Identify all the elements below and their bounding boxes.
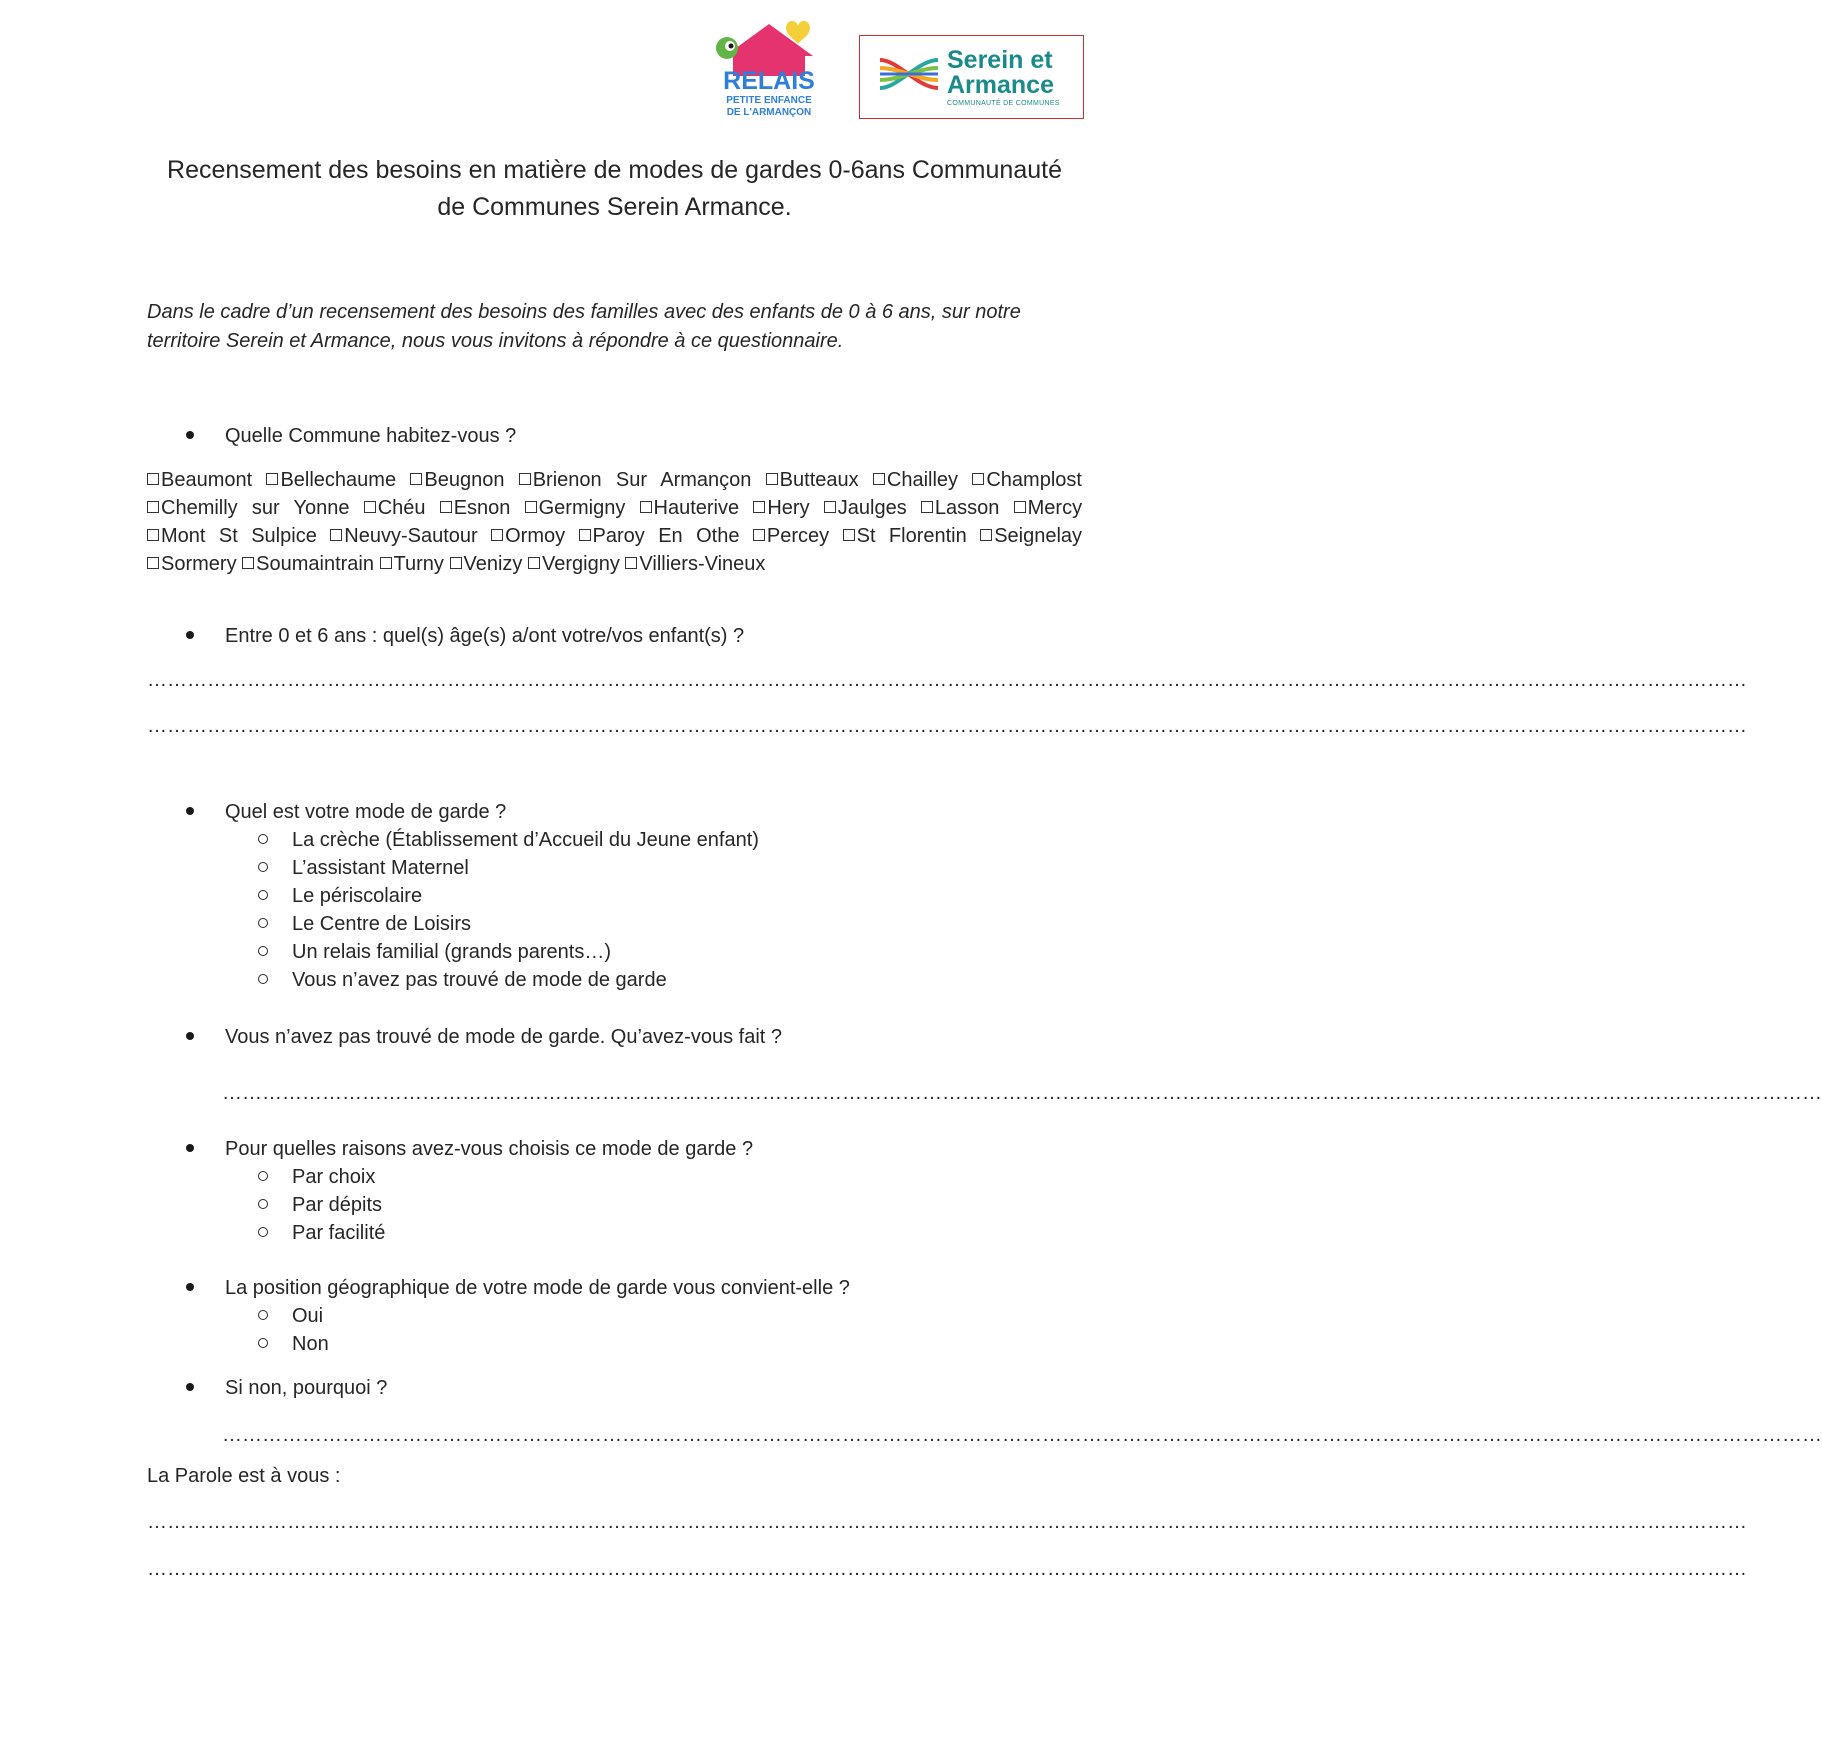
commune-option[interactable] — [147, 469, 252, 491]
checkbox-icon[interactable] — [528, 557, 540, 569]
option-assistant-maternel[interactable] — [258, 854, 759, 882]
question-raisons-label: Pour quelles raisons avez-vous choisis ce mode de garde ? — [225, 1138, 754, 1160]
option-pas-trouve[interactable] — [258, 966, 759, 994]
question-pas-trouve-label: Vous n’avez pas trouvé de mode de garde. Qu’avez-vous fait ? — [225, 1026, 783, 1048]
checkbox-icon[interactable] — [242, 557, 254, 569]
commune-option[interactable] — [972, 469, 1082, 491]
commune-option[interactable] — [873, 469, 958, 491]
commune-label: Mercy — [1027, 497, 1083, 519]
option-label: Le Centre de Loisirs — [292, 913, 471, 935]
radio-circle-icon — [258, 1199, 268, 1209]
checkbox-icon[interactable] — [519, 473, 531, 485]
option-par-depits[interactable] — [258, 1191, 385, 1219]
checkbox-icon[interactable] — [766, 473, 778, 485]
commune-label: Venizy — [463, 553, 523, 575]
option-label: Oui — [292, 1305, 324, 1327]
checkbox-icon[interactable] — [873, 473, 885, 485]
commune-option[interactable] — [843, 525, 967, 547]
option-label: Un relais familial (grands parents…) — [292, 941, 612, 963]
question-raisons — [186, 1135, 753, 1163]
checkbox-icon[interactable] — [980, 529, 992, 541]
checkbox-icon[interactable] — [525, 501, 537, 513]
option-label: Par facilité — [292, 1222, 386, 1244]
commune-option[interactable] — [519, 469, 752, 491]
commune-label: Vergigny — [542, 553, 620, 575]
commune-option[interactable] — [450, 553, 523, 575]
option-periscolaire[interactable] — [258, 882, 759, 910]
checkbox-icon[interactable] — [410, 473, 422, 485]
commune-option[interactable] — [380, 553, 444, 575]
commune-option[interactable] — [242, 553, 374, 575]
question-ages-label: Entre 0 et 6 ans : quel(s) âge(s) a/ont votre/vos enfant(s) ? — [225, 625, 745, 647]
checkbox-icon[interactable] — [843, 529, 855, 541]
checkbox-icon[interactable] — [972, 473, 984, 485]
serein-line2: Armance — [947, 71, 1054, 99]
checkbox-icon[interactable] — [921, 501, 933, 513]
commune-label: Paroy En Othe — [592, 525, 740, 547]
intro-line2: territoire Serein et Armance, nous vous invitons à répondre à ce questionnaire. — [147, 330, 844, 352]
question-mode-garde — [186, 798, 506, 826]
commune-label: Beaumont — [161, 469, 253, 491]
commune-option[interactable] — [147, 553, 237, 575]
option-par-choix[interactable] — [258, 1163, 385, 1191]
pas-trouve-answer-line[interactable]: …………………………………………………………………………………………………………………………………………………………………………………………………………………… — [222, 1082, 1822, 1104]
checkbox-icon[interactable] — [147, 473, 159, 485]
commune-option[interactable] — [980, 525, 1082, 547]
commune-option[interactable] — [824, 497, 907, 519]
commune-option[interactable] — [147, 525, 317, 547]
commune-option[interactable] — [330, 525, 477, 547]
option-label: Non — [292, 1333, 329, 1355]
question-ages — [186, 622, 744, 650]
question-commune-label: Quelle Commune habitez-vous ? — [225, 425, 517, 447]
commune-option[interactable] — [921, 497, 1000, 519]
bullet-icon — [186, 807, 194, 815]
question-position — [186, 1274, 850, 1302]
commune-label: Seignelay — [994, 525, 1083, 547]
checkbox-icon[interactable] — [753, 529, 765, 541]
bullet-icon — [186, 631, 194, 639]
bullet-icon — [186, 1383, 194, 1391]
commune-label: Turny — [393, 553, 444, 575]
commune-option[interactable] — [364, 497, 426, 519]
commune-label: Chailley — [886, 469, 959, 491]
commune-option[interactable] — [1014, 497, 1082, 519]
checkbox-icon[interactable] — [380, 557, 392, 569]
commune-label: Lasson — [934, 497, 1000, 519]
commune-label: Sormery — [161, 553, 237, 575]
question-mode-garde-label: Quel est votre mode de garde ? — [225, 801, 507, 823]
checkbox-icon[interactable] — [579, 529, 591, 541]
question-si-non — [186, 1374, 387, 1402]
commune-label: Chéu — [377, 497, 426, 519]
checkbox-icon[interactable] — [450, 557, 462, 569]
bullet-icon — [186, 1032, 194, 1040]
commune-label: Percey — [766, 525, 830, 547]
radio-circle-icon — [258, 834, 268, 844]
question-pas-trouve — [186, 1023, 782, 1051]
commune-label: Chemilly sur Yonne — [161, 497, 350, 519]
checkbox-icon[interactable] — [266, 473, 278, 485]
checkbox-icon[interactable] — [364, 501, 376, 513]
commune-label: Brienon Sur Armançon — [532, 469, 752, 491]
commune-option[interactable] — [640, 497, 740, 519]
option-label: L’assistant Maternel — [292, 857, 469, 879]
commune-label: Soumaintrain — [256, 553, 374, 575]
page-title — [147, 152, 1082, 226]
raisons-options — [258, 1163, 385, 1247]
relais-line2: PETITE ENFANCE — [726, 95, 812, 106]
option-label: Par dépits — [292, 1194, 383, 1216]
checkbox-icon[interactable] — [440, 501, 452, 513]
commune-label: Esnon — [453, 497, 511, 519]
position-options — [258, 1302, 329, 1358]
option-centre-loisirs[interactable] — [258, 910, 759, 938]
option-label: Vous n’avez pas trouvé de mode de garde — [292, 969, 667, 991]
commune-label: Bellechaume — [280, 469, 397, 491]
relais-line3: DE L'ARMANÇON — [726, 107, 812, 118]
mode-garde-options — [258, 826, 759, 994]
checkbox-icon[interactable] — [640, 501, 652, 513]
option-label: Par choix — [292, 1166, 376, 1188]
parole-answer-line-1[interactable]: …………………………………………………………………………………………………………………………………………………………………………………………………………………… — [147, 1511, 1747, 1533]
commune-label: St Florentin — [856, 525, 967, 547]
radio-circle-icon — [258, 1338, 268, 1348]
option-label: Le périscolaire — [292, 885, 423, 907]
option-creche[interactable] — [258, 826, 759, 854]
checkbox-icon[interactable] — [330, 529, 342, 541]
intro-paragraph — [147, 298, 1082, 356]
radio-circle-icon — [258, 1227, 268, 1237]
bullet-icon — [186, 1283, 194, 1291]
parole-label: La Parole est à vous : — [147, 1465, 341, 1487]
commune-option[interactable] — [491, 525, 565, 547]
question-si-non-label: Si non, pourquoi ? — [225, 1377, 388, 1399]
question-position-label: La position géographique de votre mode de garde vous convient-elle ? — [225, 1277, 850, 1299]
commune-option[interactable] — [753, 525, 829, 547]
serein-ribbons-icon — [878, 54, 940, 94]
radio-circle-icon — [258, 862, 268, 872]
commune-label: Villiers-Vineux — [639, 553, 766, 575]
serein-line1: Serein et — [947, 46, 1053, 74]
commune-option[interactable] — [410, 469, 504, 491]
radio-circle-icon — [258, 1171, 268, 1181]
radio-circle-icon — [258, 890, 268, 900]
checkbox-icon[interactable] — [753, 501, 765, 513]
title-line2: de Communes Serein Armance. — [437, 193, 792, 221]
checkbox-icon[interactable] — [147, 557, 159, 569]
bullet-icon — [186, 431, 194, 439]
commune-option[interactable] — [766, 469, 859, 491]
radio-circle-icon — [258, 974, 268, 984]
option-non[interactable] — [258, 1330, 329, 1358]
ages-answer-line-2[interactable]: …………………………………………………………………………………………………………………………………………………………………………………………………………………… — [147, 715, 1747, 737]
option-par-facilite[interactable] — [258, 1219, 385, 1247]
serein-armance-logo — [859, 35, 1084, 119]
relais-logo-text — [719, 69, 819, 118]
commune-option[interactable] — [440, 497, 511, 519]
option-oui[interactable] — [258, 1302, 329, 1330]
commune-label: Hery — [767, 497, 810, 519]
radio-circle-icon — [258, 918, 268, 928]
commune-checkbox-list — [147, 466, 1082, 578]
commune-option[interactable] — [579, 525, 740, 547]
title-line1: Recensement des besoins en matière de modes de gardes 0-6ans Communauté — [167, 156, 1062, 184]
question-commune — [186, 422, 516, 450]
commune-label: Germigny — [538, 497, 626, 519]
commune-label: Ormoy — [505, 525, 566, 547]
radio-circle-icon — [258, 1310, 268, 1320]
checkbox-icon[interactable] — [491, 529, 503, 541]
ages-answer-line-1[interactable]: …………………………………………………………………………………………………………………………………………………………………………………………………………………… — [147, 669, 1747, 691]
commune-label: Hauterive — [653, 497, 740, 519]
commune-option[interactable] — [147, 497, 349, 519]
commune-option[interactable] — [625, 553, 765, 575]
radio-circle-icon — [258, 946, 268, 956]
commune-label: Butteaux — [779, 469, 859, 491]
bullet-icon — [186, 1144, 194, 1152]
checkbox-icon[interactable] — [1014, 501, 1026, 513]
commune-option[interactable] — [528, 553, 620, 575]
option-label: La crèche (Établissement d’Accueil du Jeune enfant) — [292, 829, 759, 851]
checkbox-icon[interactable] — [147, 529, 159, 541]
commune-option[interactable] — [753, 497, 809, 519]
serein-line3: COMMUNAUTÉ DE COMMUNES — [947, 100, 1060, 107]
commune-option[interactable] — [266, 469, 396, 491]
checkbox-icon[interactable] — [824, 501, 836, 513]
intro-line1: Dans le cadre d’un recensement des besoins des familles avec des enfants de 0 à 6 ans, sur notre — [147, 301, 1021, 323]
commune-label: Beugnon — [424, 469, 505, 491]
relais-word: RELAIS — [723, 67, 815, 95]
commune-label: Champlost — [986, 469, 1082, 491]
commune-label: Mont St Sulpice — [161, 525, 317, 547]
commune-label: Neuvy-Sautour — [344, 525, 478, 547]
option-relais-familial[interactable] — [258, 938, 759, 966]
checkbox-icon[interactable] — [147, 501, 159, 513]
commune-option[interactable] — [525, 497, 626, 519]
commune-label: Jaulges — [837, 497, 907, 519]
parole-answer-line-2[interactable]: …………………………………………………………………………………………………………………………………………………………………………………………………………………… — [147, 1558, 1747, 1580]
si-non-answer-line[interactable]: …………………………………………………………………………………………………………………………………………………………………………………………………………………… — [222, 1424, 1822, 1446]
checkbox-icon[interactable] — [625, 557, 637, 569]
